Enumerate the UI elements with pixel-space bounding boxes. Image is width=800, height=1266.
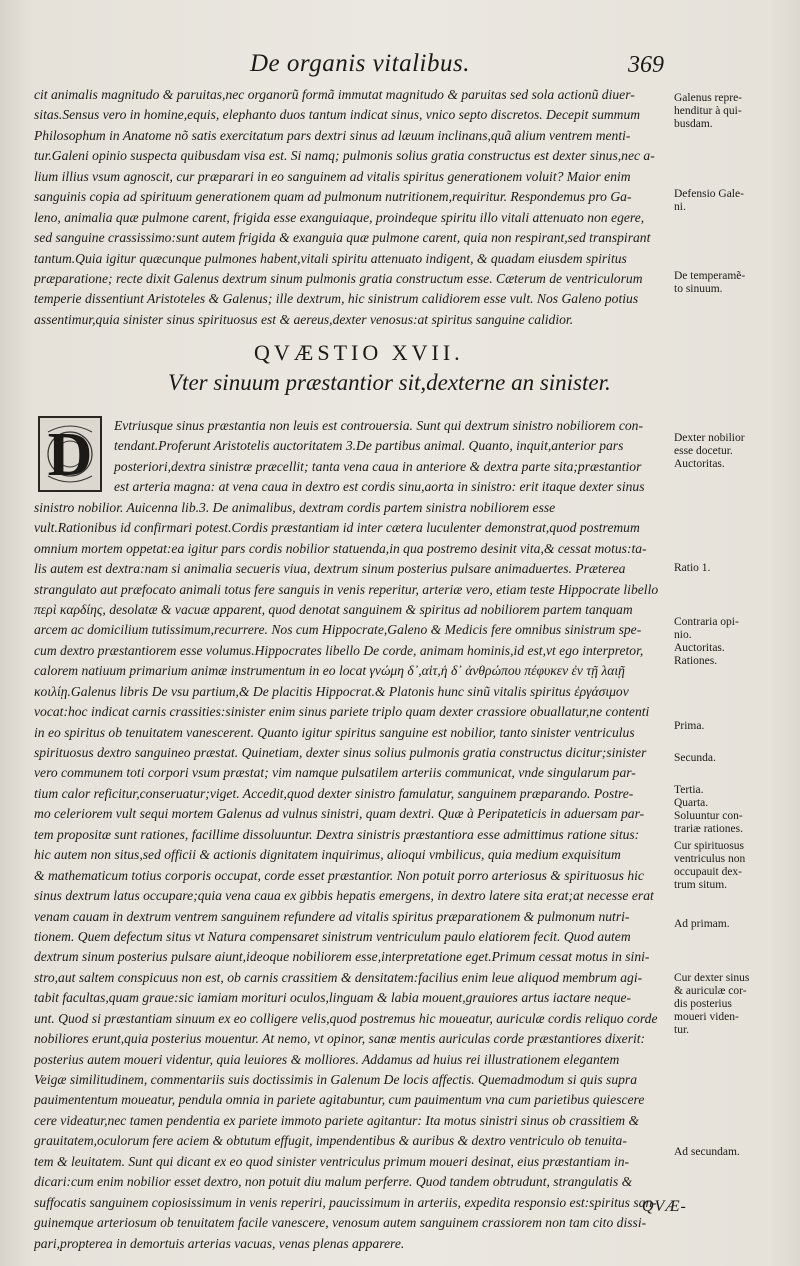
text-line: lium illius vsum agnoscit, cur præparari in eo sanguinem ad vitalis spiritus generationem voluit? Maior enim (34, 168, 631, 184)
margin-note-line: Quarta. (674, 797, 709, 809)
text-line: sitas.Sensus vero in homine,equis, elephanto duos tantum indicat sinus, vnico septo discretos. Decepit summum (34, 107, 641, 123)
page-number: 369 (628, 52, 664, 78)
text-line: in eo spiritus ob tenuitatem vanescerent. Quanto igitur spiritus sanguine est nobilior, tanto sinister ventriculus (34, 724, 635, 740)
text-line: tionem. Quem defectum situs vt Natura compensaret sinistrum ventriculum paulo elatiorem fecit. Quod autem (34, 928, 631, 944)
margin-note-line: nio. (674, 629, 692, 641)
text-line: guinemque arteriosum ob tenuitatem facile vanescere, venosum autem sanguinem crassiorem non tam cito dissi- (34, 1215, 647, 1231)
text-line: vero communem toti corpori vsum præstat; vim namque pulsatilem arteriis communicat, vnde singularum par- (34, 765, 636, 781)
margin-note-secunda (674, 752, 792, 765)
text-line: pauimententum moueatur, pendula omnia in pariete agitabuntur, cum pauimentum vna cum parietibus quiescere (34, 1092, 645, 1108)
text-line: tem & leuitatem. Sunt qui dicant ex eo quod sinister ventriculus primum moueri desinat, eius præstantiam in- (34, 1153, 630, 1169)
text-line: Philosophum in Anatome nõ satis exercitatum pars dextri sinus ad læuum inclinans,quã alium ventrem menti- (34, 127, 631, 143)
margin-note-line: Ad primam. (674, 918, 730, 930)
margin-note-line: ni. (674, 201, 686, 213)
text-line: hic autem non situs,sed officii & actionis dignitatem inquirimus, alioqui vmbilicus, quia medium exquisitum (34, 847, 621, 863)
margin-note-galenus-reprehenditur (674, 92, 792, 131)
margin-note-prima (674, 720, 792, 733)
margin-note-line: Auctoritas. (674, 458, 725, 470)
text-line: vult.Rationibus id confirmari potest.Cordis præstantiam id inter cætera luculenter demonstrat,quod postremum (34, 520, 640, 536)
text-line: dicari:cum enim nobilior esset dextro, non potuit diu malum perferre. Quod tandem obtrudunt, strangulatis & (34, 1174, 633, 1190)
text-line: unt. Quod si præstantiam sinuum ex eo colligere velis,quod postremus hic moueatur, auriculæ cordis reliquo corde (34, 1010, 658, 1026)
margin-note-tertia-quarta (674, 784, 792, 836)
margin-note-line: Galenus repre- (674, 92, 743, 104)
text-line: præparatione; recte dixit Galenus dextrum sinum pulmonis gratia constructum esse. Cæterum de ventriculorum (34, 270, 643, 286)
margin-note-ad-primam (674, 918, 792, 931)
text-line: sed sanguine crassissimo:sunt autem frigida & exanguia quæ pulmone carent, quia non respirant,sed transpirant (34, 230, 651, 246)
text-line: leno, animalia quæ pulmone carent, frigida esse exanguiaque, proindeque spiritu illo vitali attenuato non egere, (34, 209, 645, 225)
margin-note-ratio (674, 562, 792, 575)
margin-note-line: Prima. (674, 720, 705, 732)
margin-note-line: Dexter nobilior (674, 432, 745, 444)
text-line: tur.Galeni opinio suspecta quibusdam visa est. Si namq; pulmonis solius gratia constructus est dexter sinus,nec a- (34, 148, 655, 164)
text-line: venam cauam in dextrum ventrem sanguinem refundere ad vitalis spiritus præparationem & pulmonum nutri- (34, 908, 630, 924)
text-line: posterius autem moueri videntur, quia leuiores & molliores. Addamus ad huius rei illustrationem elegantem (34, 1051, 620, 1067)
margin-note-dexter-nobilior (674, 432, 792, 471)
text-line: suffocatis sanguinem copiosissimum in venis reperiri, paucissimum in arteriis, expedita responsio est:spiritus san- (34, 1194, 657, 1210)
text-line: Evtriusque sinus præstantia non leuis est controuersia. Sunt qui dextrum sinistro nobiliorem con- (114, 418, 644, 433)
text-line: posteriori,dextra sinistræ præcellit; tanta vena caua in anteriore & dextra parte sita;præstantior (114, 458, 642, 474)
text-line: spirituosus dextro sanguineo præstat. Quinetiam, dexter sinus solius pulmonis gratia constructus dicitur;sinister (34, 745, 647, 760)
text-line: strangulato aut præfocato animali totus fere sanguis in venis reperitur, arteriæ vero, etiam teste Hippocrate libello (34, 581, 659, 597)
text-line: tium calor reficitur,conseruatur;viget. Accedit,quod dexter sinistro famulatur, sanguinem præparando. Postre- (34, 785, 634, 801)
text-line: cere videatur,nec tamen pendentia ex pariete immoto pariete agitantur: Ita motus sinistri sinus ob crassitiem & (34, 1112, 640, 1128)
margin-note-cur-spirituosus (674, 840, 792, 892)
margin-note-de-temperamento (674, 270, 792, 296)
text-line: est arteria magna: at vena caua in dextro est cordis sinu,aorta in sinistro: erit itaque dexter sinus (114, 479, 645, 495)
margin-note-defensio-galeni (674, 188, 792, 214)
margin-note-ad-secundam (674, 1146, 792, 1159)
margin-note-line: & auriculæ cor- (674, 985, 747, 997)
paragraph-continued (34, 85, 668, 330)
text-line: tem propositæ sunt rationes, facillime dissoluuntur. Dextra sinistris præstantiora esse admittimus ratione situs: (34, 826, 640, 842)
margin-note-line: dis posterius (674, 998, 732, 1010)
text-line: tantum.Quia igitur quæcunque pulmones habent,vitali spiritu attenuato indigent, & quadam eiusdem spiritus (34, 250, 627, 266)
margin-note-line: henditur à qui- (674, 105, 742, 117)
text-line: stro,aut saltem conspicuus non est, ob carnis crassitiem & densitatem:facilius enim leue aliquod membrum agi- (34, 969, 643, 985)
running-head: De organis vitalibus. (250, 50, 470, 77)
margin-note-line: Ratio 1. (674, 562, 711, 574)
margin-note-line: Contraria opi- (674, 616, 739, 628)
margin-note-line: moueri viden- (674, 1011, 739, 1023)
margin-note-line: trariæ rationes. (674, 823, 743, 835)
text-line: κοιλίῃ.Galenus libris De vsu partium,& De placitis Hippocrat.& Platonis hunc sinũ vitalis spiritus ἐργάσιμον (34, 683, 629, 699)
margin-note-line: Cur spirituosus (674, 840, 744, 852)
margin-note-line: Secunda. (674, 752, 716, 764)
margin-note-line: tur. (674, 1024, 690, 1036)
text-line: tendant.Proferunt Aristotelis auctoritatem 3.De partibus animal. Quanto, inquit,anterior pars (114, 438, 624, 454)
margin-note-line: esse docetur. (674, 445, 733, 457)
question-subtitle: Vter sinuum præstantior sit,dexterne an sinister. (168, 370, 611, 395)
margin-note-line: to sinuum. (674, 283, 723, 295)
text-line: περὶ καρδίης, desolatæ & vacuæ apparent, quod denotat sanguinem & spiritus ad nobiliorem partem tanquam (34, 601, 633, 617)
margin-note-line: trum situm. (674, 879, 728, 891)
text-line: tabit facultas,quam graue:sic iamiam morituri oculos,linguam & labia mouent,grauiores artus iactare neque- (34, 990, 632, 1006)
text-line: & mathematicum totius corporis occupat, corde esset præstantior. Non potuit porro arteriosus & spirituosus hic (34, 867, 644, 883)
text-line: calorem natiuum primarium animæ instrumentum in eo locat γνώμη δ᾽,αἱτ,ἡ δ᾽ ἀνθρώπου πέφυκεν ἐν τῇ λαιῇ (34, 663, 625, 679)
text-line: arcem ac domicilium tutissimum,recurrere. Nos cum Hippocrate,Galeno & Medicis fere omnibus sinistrum spe- (34, 622, 642, 638)
margin-note-cur-dexter-sinus (674, 972, 792, 1037)
question-title: QVÆSTIO XVII. (254, 340, 464, 365)
text-line: assentimur,quia sinister sinus spirituosus est & aereus,dexter venosus:at spiritus sanguine calidior. (34, 311, 574, 327)
text-line: sanguinis copia ad spirituum generationem quam ad pulmonum nutritionem,requiritur. Respondemus pro Ga- (34, 189, 632, 205)
text-line: vocat:hoc indicat carnis crassities:sinister enim sinus pariete triplo quam dexter crassiore obuallatur,ne contenti (34, 704, 650, 720)
text-line: cit animalis magnitudo & paruitas,nec organorũ formã immutat magnitudo & paruitas sed sola actionũ diuer- (34, 87, 635, 102)
text-line: lis autem est dextra:nam si animalia secueris viua, dextrum sinum posterius pulsare animaduertes. Præterea (34, 561, 626, 577)
margin-note-line: occupauit dex- (674, 866, 743, 878)
catchword: QVÆ- (642, 1198, 687, 1215)
margin-note-line: Ad secundam. (674, 1146, 740, 1158)
text-line: cum dextro præstantiorem esse volumus.Hippocrates libello De corde, animam hominis,id est,vt ego interpretor, (34, 642, 644, 658)
paragraph-question-body (34, 416, 668, 1254)
margin-note-line: Tertia. (674, 784, 704, 796)
margin-note-contraria-opinio (674, 616, 792, 668)
text-line: dextrum sinum posterius pulsare aiunt,ideoque nobiliorem esse,interpretatione eget.Primum cessat motus in sini- (34, 949, 650, 965)
margin-note-line: Auctoritas. (674, 642, 725, 654)
text-line: Veigæ similitudinem, commentariis suis doctissimis in Galenum De locis affectis. Quemadmodum si quis supra (34, 1072, 638, 1087)
text-line: omnium mortem oppetat:ea igitur pars cordis nobilior statuenda,in qua postremo desinit vita,& cessat motus:ta- (34, 540, 647, 556)
text-line: temperie dissentiunt Aristoteles & Galenus; ille dextrum, hic sinistrum calidiorem esse vult. Nos Galeno potius (34, 291, 639, 307)
text-line: sinus dextrum latus occupare;quia vena caua ex gibbis hepatis emergens, in dextro latere sita erat;at necesse erat (34, 888, 654, 904)
margin-note-line: De temperamẽ- (674, 270, 746, 282)
text-line: sinistro nobilior. Auicenna lib.3. De animalibus, dextram cordis partem sinistra nobiliorem esse (34, 499, 556, 515)
text-line: grauitatem,oculorum fere aciem & obtutum effugit, impendentibus & auribus & dextro ventriculo ob tenuita- (34, 1133, 627, 1149)
margin-note-line: Defensio Gale- (674, 188, 744, 200)
margin-note-line: Cur dexter sinus (674, 972, 750, 984)
margin-note-line: ventriculus non (674, 853, 746, 865)
text-line: pari,propterea in demortuis arterias vacuas, venas plenas apparere. (34, 1235, 405, 1251)
margin-note-line: Rationes. (674, 655, 718, 667)
text-line: nobiliores erunt,quia posterius mouentur. At nemo, vt opinor, sanæ mentis auriculas corde præstantiores dixerit: (34, 1031, 646, 1047)
text-line: mo celeriorem vult sequi mortem Galenus ad vulnus sinistri, quam dextri. Quæ à Peripateticis in aduersam par- (34, 806, 645, 822)
margin-note-line: Soluuntur con- (674, 810, 743, 822)
margin-note-line: busdam. (674, 118, 713, 130)
initial-letter: D (47, 421, 93, 489)
